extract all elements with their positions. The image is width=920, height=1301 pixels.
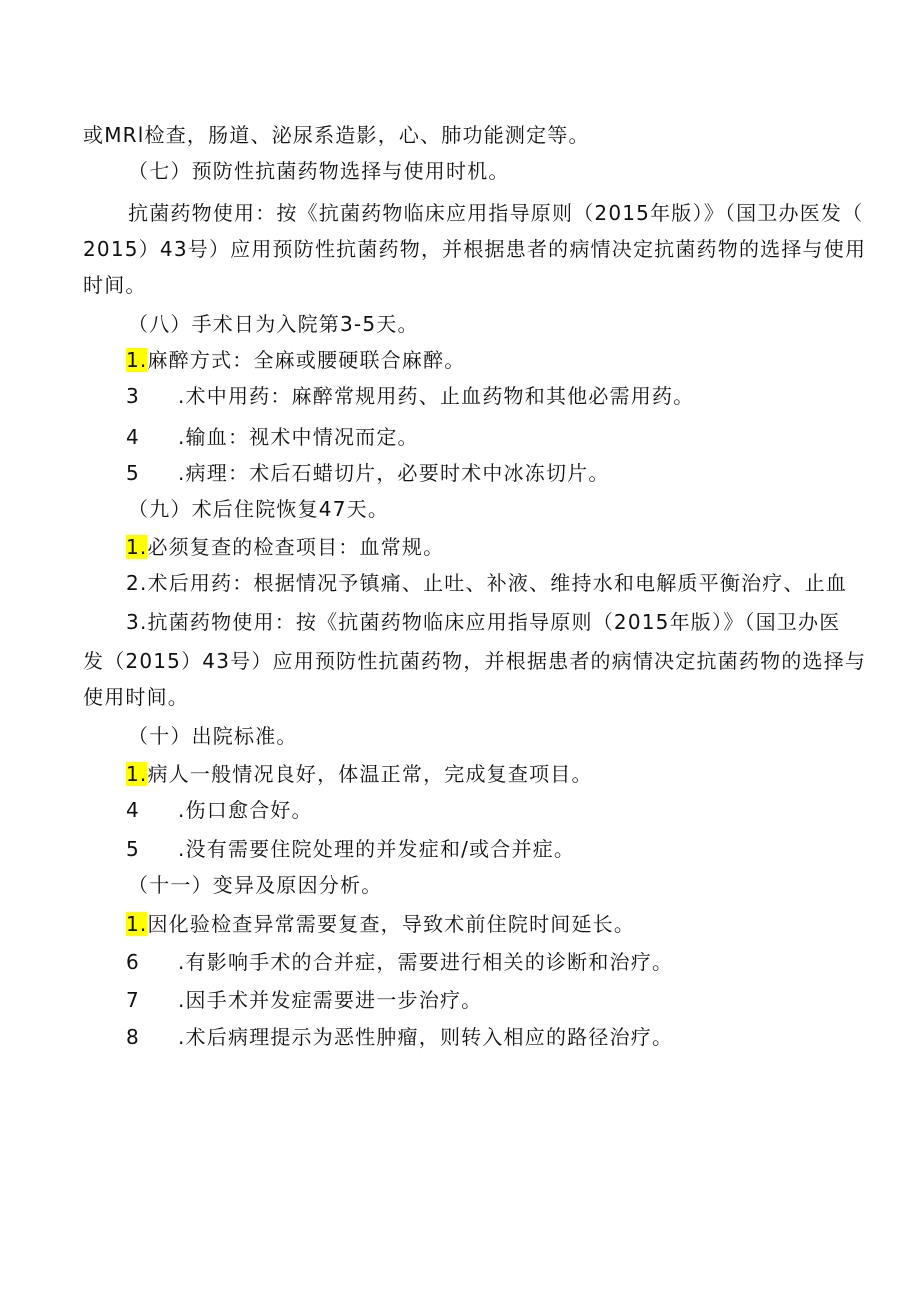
line-text: 使用时间。 [83,685,189,709]
line-text: 或MRl检查，肠道、泌尿系造影，心、肺功能测定等。 [83,123,590,147]
list-number: 2 [126,571,140,595]
line-text: （七）预防性抗菌药物选择与使用时机。 [128,159,510,183]
text-line [83,271,147,299]
list-item [126,796,313,824]
highlighted-list-number: 1. [126,535,148,559]
list-number: 4 [126,798,140,822]
list-item [126,423,419,451]
list-number: 6 [126,950,140,974]
line-text: 抗菌药物使用：按《抗菌药物临床应用指导原则（2015年版）》（国卫办医发（ [128,201,864,225]
list-item [126,1023,673,1051]
line-text: 时间。 [83,273,147,297]
list-item [126,760,593,788]
line-text: .术后病理提示为恶性肿瘤，则转入相应的路径治疗。 [178,1025,674,1049]
line-text: .输血：视术中情况而定。 [178,425,419,449]
line-text: .伤口愈合好。 [178,798,313,822]
list-number: 3 [126,384,140,408]
list-item [126,986,482,1014]
list-item [126,382,694,410]
line-text: .术中用药：麻醉常规用药、止血药物和其他必需用药。 [178,384,695,408]
line-text: （九）术后住院恢复47天。 [128,497,390,521]
line-text: 发（2015）43号）应用预防性抗菌药物，并根据患者的病情决定抗菌药物的选择与 [83,649,867,673]
section-heading [128,157,510,185]
text-line [128,199,863,227]
list-item [126,948,673,976]
line-text: .没有需要住院处理的并发症和/或合并症。 [178,837,576,861]
highlighted-list-number: 1. [126,762,148,786]
section-heading [128,495,389,523]
highlighted-list-number: 1. [126,348,148,372]
text-line [83,121,590,149]
line-text: 2015）43号）应用预防性抗菌药物，并根据患者的病情决定抗菌药物的选择与使用 [83,237,867,261]
list-item [126,533,444,561]
list-number: 8 [126,1025,140,1049]
section-heading [128,722,298,750]
list-item [126,569,847,597]
line-text: .因手术并发症需要进一步治疗。 [178,988,483,1012]
list-number: 5 [126,837,140,861]
text-line [83,683,189,711]
line-text: （十）出院标准。 [128,724,298,748]
line-text: .有影响手术的合并症，需要进行相关的诊断和治疗。 [178,950,674,974]
line-text: .术后用药：根据情况予镇痛、止吐、补液、维持水和电解质平衡治疗、止血 [139,571,848,595]
line-text: （十一）变异及原因分析。 [128,873,383,897]
line-text: .抗菌药物使用：按《抗菌药物临床应用指导原则（2015年版）》（国卫办医 [139,610,841,634]
highlighted-list-number: 1. [126,912,148,936]
line-text: .病理：术后石蜡切片，必要时术中冰冻切片。 [178,461,610,485]
line-text: （八）手术日为入院第3-5天。 [128,312,419,336]
list-item [126,346,465,374]
line-text: 麻醉方式：全麻或腰硬联合麻醉。 [147,348,466,372]
list-number: 3 [126,610,140,634]
text-line [83,235,866,263]
text-line [83,647,866,675]
list-number: 4 [126,425,140,449]
list-item [126,910,635,938]
line-text: 必须复查的检查项目：血常规。 [147,535,445,559]
list-number: 5 [126,461,140,485]
section-heading [128,310,419,338]
line-text: 病人一般情况良好，体温正常，完成复查项目。 [147,762,593,786]
list-item [126,459,610,487]
list-item [126,835,575,863]
list-number: 7 [126,988,140,1012]
list-item [126,608,840,636]
section-heading [128,871,382,899]
line-text: 因化验检查异常需要复查，导致术前住院时间延长。 [147,912,636,936]
